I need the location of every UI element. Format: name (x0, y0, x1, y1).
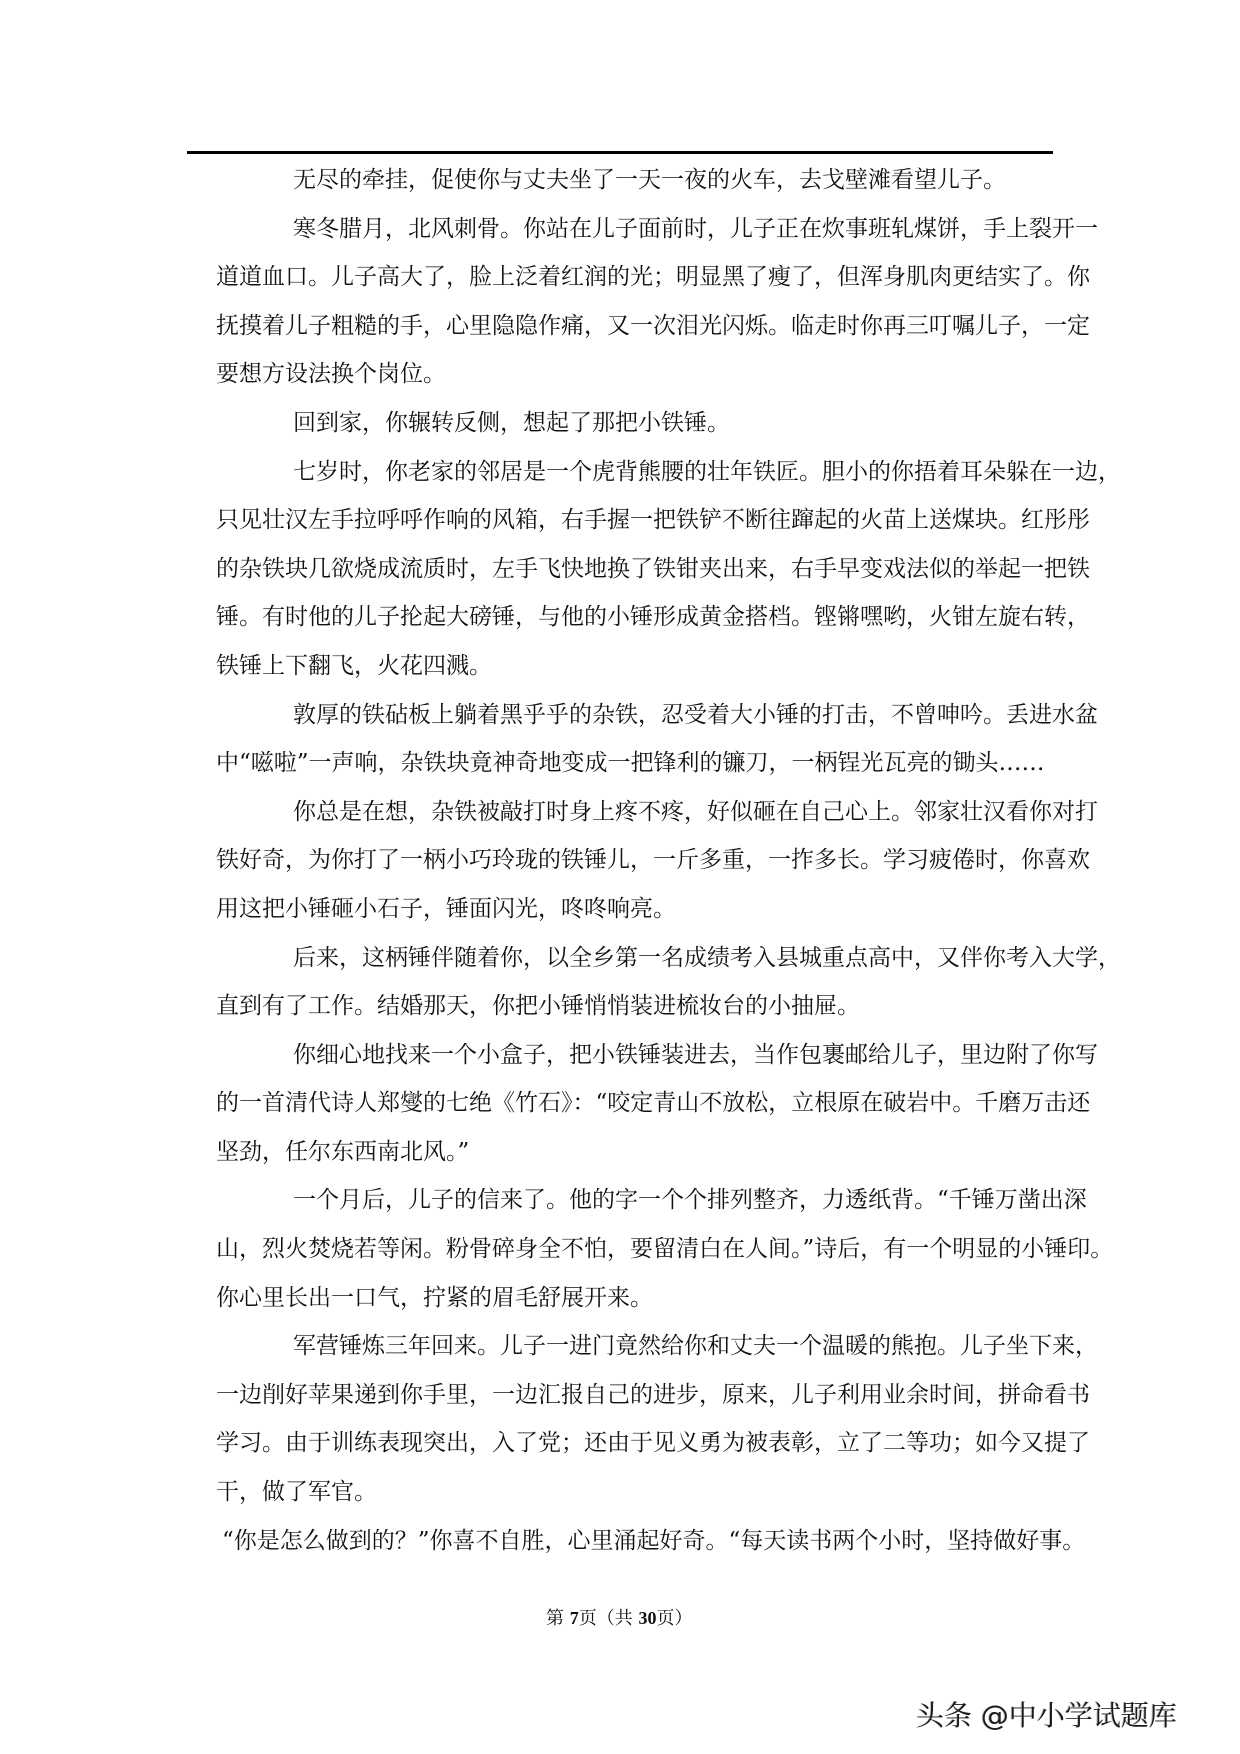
header-rule (187, 151, 1053, 154)
text-line: 寒冬腊月，北风刺骨。你站在儿子面前时，儿子正在炊事班轧煤饼，手上裂开一 (293, 215, 1098, 242)
text-line: 学习。由于训练表现突出，入了党；还由于见义勇为被表彰，立了二等功；如今又提了 (216, 1430, 1090, 1457)
text-line: 铁好奇，为你打了一柄小巧玲珑的铁锤儿，一斤多重，一拃多长。学习疲倦时，你喜欢 (216, 847, 1090, 874)
text-line: 山，烈火焚烧若等闲。粉骨碎身全不怕，要留清白在人间。”诗后，有一个明显的小锤印。 (216, 1236, 1114, 1263)
text-line: 军营锤炼三年回来。儿子一进门竟然给你和丈夫一个温暖的熊抱。儿子坐下来， (293, 1333, 1098, 1360)
text-line: 干，做了军官。 (216, 1479, 377, 1506)
text-line: 七岁时，你老家的邻居是一个虎背熊腰的壮年铁匠。胆小的你捂着耳朵躲在一边， (293, 458, 1121, 485)
text-line: 坚劲，任尔东西南北风。” (216, 1138, 470, 1165)
text-line: 无尽的牵挂，促使你与丈夫坐了一天一夜的火车，去戈壁滩看望儿子。 (293, 167, 1006, 193)
paragraph (216, 399, 1051, 448)
text-line: 抚摸着儿子粗糙的手，心里隐隐作痛，又一次泪光闪烁。临走时你再三叮嘱儿子，一定 (216, 312, 1090, 339)
text-line: “你是怎么做到的？”你喜不自胜，心里涌起好奇。“每天读书两个小时，坚持做好事。 (222, 1527, 1086, 1554)
current-page: 7 (569, 1608, 579, 1628)
text-line: 后来，这柄锤伴随着你，以全乡第一名成绩考入县城重点高中，又伴你考入大学， (293, 944, 1121, 971)
paragraph (216, 934, 1121, 1031)
text-line: 用这把小锤砸小石子，锤面闪光，咚咚响亮。 (216, 895, 676, 922)
watermark: 头条 @中小学试题库 (916, 1699, 1177, 1732)
text-line: 要想方设法换个岗位。 (216, 361, 446, 388)
paragraph (216, 788, 1098, 934)
text-line: 你细心地找来一个小盒子，把小铁锤装进去，当作包裹邮给儿子，里边附了你写 (293, 1041, 1098, 1068)
text-line: 的一首清代诗人郑燮的七绝《竹石》：“咬定青山不放松，立根原在破岩中。千磨万击还 (216, 1090, 1091, 1117)
paragraph (216, 1176, 1114, 1322)
text-line: 直到有了工作。结婚那天，你把小锤悄悄装进梳妆台的小抽屉。 (216, 993, 860, 1020)
text-line: 中“嗞啦”一声响，杂铁块竟神奇地变成一把锋利的镰刀，一柄锃光瓦亮的锄头…… (216, 750, 1045, 777)
text-line: 只见壮汉左手拉呼呼作响的风箱，右手握一把铁铲不断往蹿起的火苗上送煤块。红彤彤 (216, 507, 1090, 534)
text-line: 一边削好苹果递到你手里，一边汇报自己的进步，原来，儿子利用业余时间，拼命看书 (216, 1381, 1090, 1408)
paragraph (216, 1031, 1098, 1177)
text-line: 道道血口。儿子高大了，脸上泛着红润的光；明显黑了瘦了，但浑身肌肉更结实了。你 (216, 264, 1090, 291)
page-number (546, 1604, 692, 1630)
body-text (216, 156, 1121, 1565)
text-line: 敦厚的铁砧板上躺着黑乎乎的杂铁，忍受着大小锤的打击，不曾呻吟。丢进水盆 (293, 701, 1098, 728)
paragraph (216, 205, 1098, 399)
footer-suffix: 页） (656, 1608, 693, 1629)
footer-prefix: 第 (546, 1608, 570, 1629)
text-line: 一个月后，儿子的信来了。他的字一个个排列整齐，力透纸背。“千锤万凿出深 (293, 1187, 1087, 1214)
text-line: 的杂铁块几欲烧成流质时，左手飞快地换了铁钳夹出来，右手早变戏法似的举起一把铁 (216, 555, 1090, 582)
total-pages: 30 (638, 1608, 657, 1628)
paragraph (216, 156, 1051, 205)
text-line: 你心里长出一口气，拧紧的眉毛舒展开来。 (216, 1284, 653, 1311)
footer-mid: 页（共 (578, 1608, 639, 1629)
text-line: 你总是在想，杂铁被敲打时身上疼不疼，好似砸在自己心上。邻家壮汉看你对打 (293, 798, 1098, 825)
paragraph (216, 691, 1098, 788)
paragraph (216, 448, 1121, 691)
paragraph (216, 1322, 1098, 1516)
text-line: 铁锤上下翻飞，火花四溅。 (216, 652, 492, 679)
text-line: 锤。有时他的儿子抡起大磅锤，与他的小锤形成黄金搭档。铿锵嘿哟，火钳左旋右转， (216, 604, 1090, 631)
paragraph (216, 1517, 1086, 1566)
text-line: 回到家，你辗转反侧，想起了那把小铁锤。 (293, 409, 730, 436)
